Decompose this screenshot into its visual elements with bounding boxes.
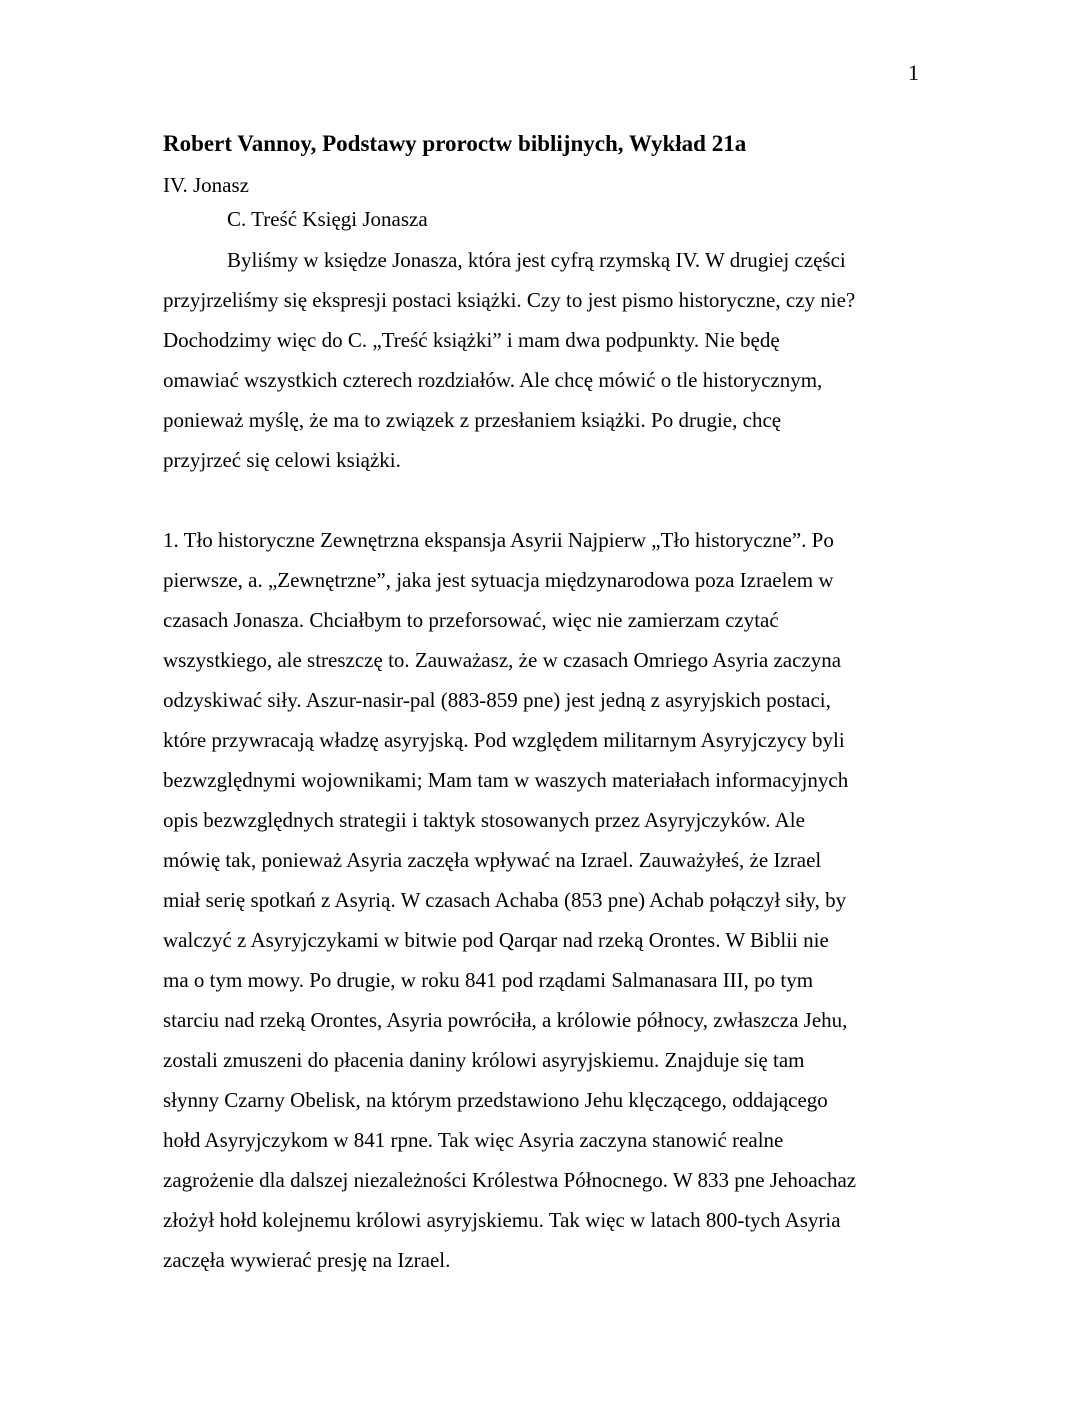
text-line: przyjrzeć się celowi książki. [163, 448, 401, 472]
text-line: złożył hołd kolejnemu królowi asyryjskiemu. Tak więc w latach 800-tych Asyria [163, 1208, 841, 1232]
text-line: czasach Jonasza. Chciałbym to przeforsować, więc nie zamierzam czytać [163, 608, 779, 632]
text-line: walczyć z Asyryjczykami w bitwie pod Qarqar nad rzeką Orontes. W Biblii nie [163, 928, 829, 952]
paragraph-historical-background [163, 520, 963, 1280]
text-line: ponieważ myślę, że ma to związek z przesłaniem książki. Po drugie, chcę [163, 408, 782, 432]
text-line: hołd Asyryjczykom w 841 rpne. Tak więc Asyria zaczyna stanowić realne [163, 1128, 784, 1152]
text-line: zagrożenie dla dalszej niezależności Królestwa Północnego. W 833 pne Jehoachaz [163, 1168, 857, 1192]
text-line: odzyskiwać siły. Aszur-nasir-pal (883-859 pne) jest jedną z asyryjskich postaci, [163, 688, 831, 712]
text-line: przyjrzeliśmy się ekspresji postaci książki. Czy to jest pismo historyczne, czy nie? [163, 288, 856, 312]
text-line: pierwsze, a. „Zewnętrzne”, jaka jest sytuacja międzynarodowa poza Izraelem w [163, 568, 834, 592]
text-line: zaczęła wywierać presję na Izrael. [163, 1248, 451, 1272]
text-line: opis bezwzględnych strategii i taktyk stosowanych przez Asyryjczyków. Ale [163, 808, 805, 832]
outline-heading-level2: C. Treść Księgi Jonasza [227, 207, 428, 231]
text-line: Byliśmy w księdze Jonasza, która jest cyfrą rzymską IV. W drugiej części [227, 248, 846, 272]
text-line: starciu nad rzeką Orontes, Asyria powróciła, a królowie północy, zwłaszcza Jehu, [163, 1008, 848, 1032]
text-line: omawiać wszystkich czterech rozdziałów. Ale chcę mówić o tle historycznym, [163, 368, 823, 392]
outline-heading-level1: IV. Jonasz [163, 173, 249, 197]
text-line: miał serię spotkań z Asyrią. W czasach Achaba (853 pne) Achab połączył siły, by [163, 888, 847, 912]
text-line: Dochodzimy więc do C. „Treść książki” i mam dwa podpunkty. Nie będę [163, 328, 780, 352]
text-line: zostali zmuszeni do płacenia daniny królowi asyryjskiemu. Znajduje się tam [163, 1048, 805, 1072]
text-line: bezwzględnymi wojownikami; Mam tam w waszych materiałach informacyjnych [163, 768, 849, 792]
paragraph-intro [163, 240, 963, 480]
text-line: mówię tak, ponieważ Asyria zaczęła wpływać na Izrael. Zauważyłeś, że Izrael [163, 848, 822, 872]
page-number: 1 [908, 60, 919, 85]
text-line: słynny Czarny Obelisk, na którym przedstawiono Jehu klęczącego, oddającego [163, 1088, 828, 1112]
text-line: wszystkiego, ale streszczę to. Zauważasz, że w czasach Omriego Asyria zaczyna [163, 648, 842, 672]
text-line: ma o tym mowy. Po drugie, w roku 841 pod rządami Salmanasara III, po tym [163, 968, 814, 992]
document-title: Robert Vannoy, Podstawy proroctw biblijnych, Wykład 21a [163, 131, 747, 156]
text-line: 1. Tło historyczne Zewnętrzna ekspansja Asyrii Najpierw „Tło historyczne”. Po [163, 528, 834, 552]
text-line: które przywracają władzę asyryjską. Pod względem militarnym Asyryjczycy byli [163, 728, 845, 752]
